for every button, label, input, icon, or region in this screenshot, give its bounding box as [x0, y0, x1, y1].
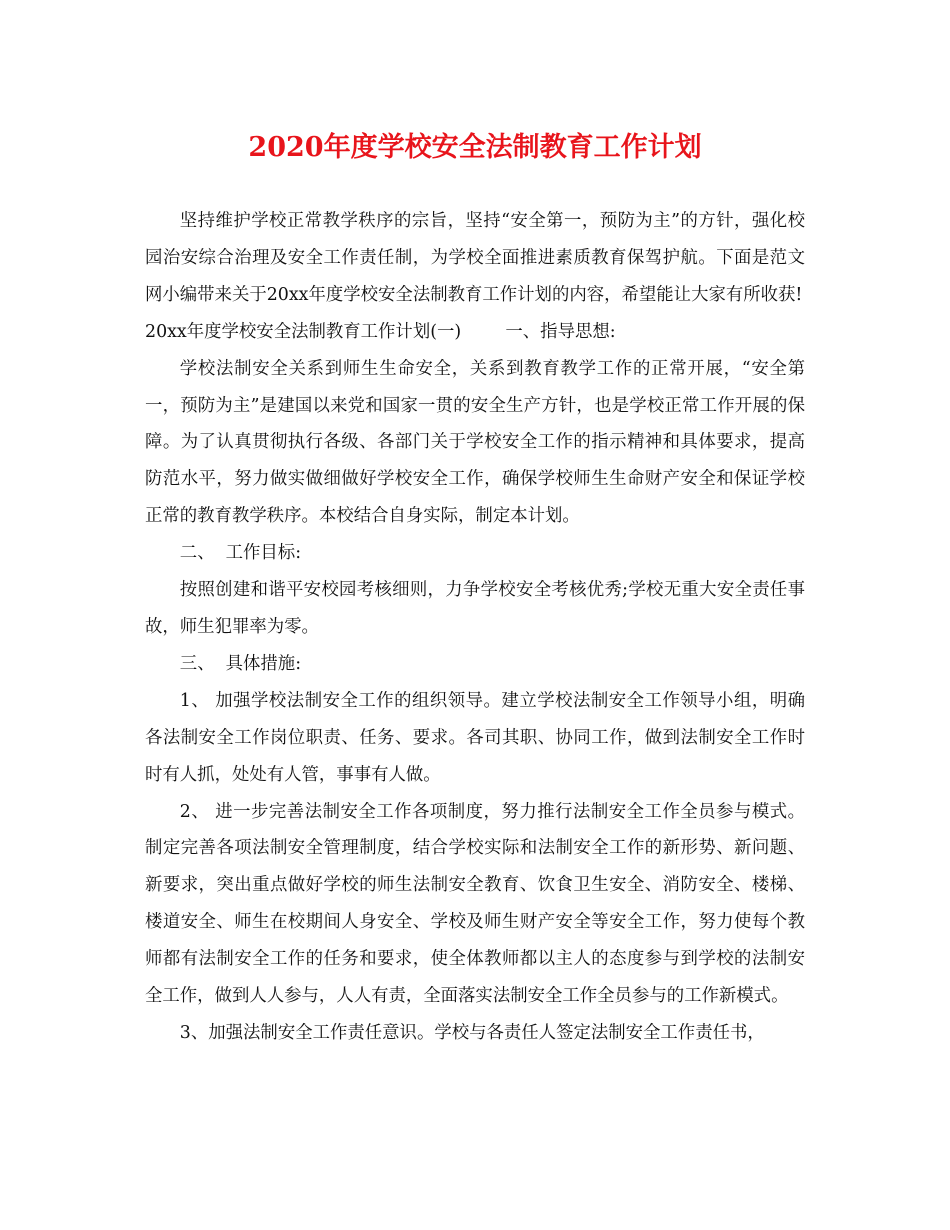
plan-heading: 20xx年度学校安全法制教育工作计划(一) 一、指导思想:: [145, 321, 616, 342]
section2-paragraph: 按照创建和谐平安校园考核细则，力争学校安全考核优秀;学校无重大安全责任事故，师生犯罪率为零。: [145, 580, 805, 637]
measure-3-paragraph: 3、加强法制安全工作责任意识。学校与各责任人签定法制安全工作责任书，: [179, 1022, 765, 1043]
section2-heading: 二、 工作目标:: [179, 543, 302, 564]
section3-heading: 三、 具体措施:: [179, 653, 302, 674]
document-body: [145, 203, 805, 1052]
measure-1-paragraph: 1、 加强学校法制安全工作的组织领导。建立学校法制安全工作领导小组，明确各法制安全工作岗位职责、任务、要求。各司其职、协同工作，做到法制安全工作时时有人抓，处处有人管，事事有人做。: [145, 690, 805, 785]
document-title: 2020年度学校安全法制教育工作计划: [248, 132, 702, 163]
measure-2-paragraph: 2、 进一步完善法制安全工作各项制度，努力推行法制安全工作全员参与模式。制定完善各项法制安全管理制度，结合学校实际和法制安全工作的新形势、新问题、新要求，突出重点做好学校的师生法制安全教育、饮食卫生安全、消防安全、楼梯、楼道安全、师生在校期间人身安全、学校及师生财产安全等安全工作，努力使每个教师都有法制安全工作的任务和要求，使全体教师都以主人的态度参与到学校的法制安全工作，做到人人参与，人人有责，全面落实法制安全工作全员参与的工作新模式。: [145, 801, 805, 1007]
intro-paragraph: 坚持维护学校正常教学秩序的宗旨，坚持“安全第一，预防为主”的方针，强化校园治安综合治理及安全工作责任制，为学校全面推进素质教育保驾护航。下面是范文网小编带来关于20xx年度学校安全法制教育工作计划的内容，希望能让大家有所收获!: [145, 211, 805, 305]
section1-paragraph: 学校法制安全关系到师生生命安全，关系到教育教学工作的正常开展，“安全第一，预防为主”是建国以来党和国家一贯的安全生产方针，也是学校正常工作开展的保障。为了认真贯彻执行各级、各部门关于学校安全工作的指示精神和具体要求，提高防范水平，努力做实做细做好学校安全工作，确保学校师生生命财产安全和保证学校正常的教育教学秩序。本校结合自身实际，制定本计划。: [145, 358, 805, 527]
